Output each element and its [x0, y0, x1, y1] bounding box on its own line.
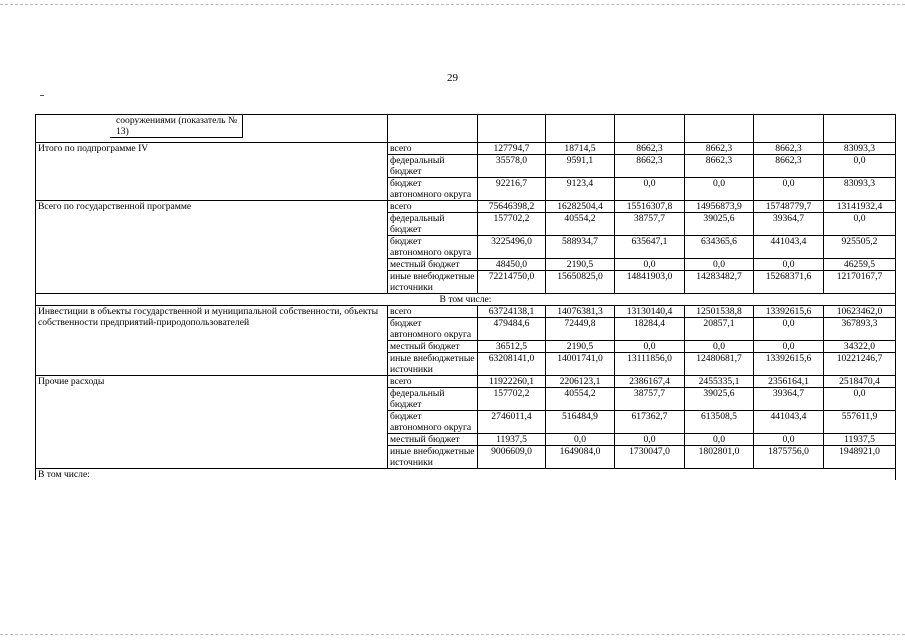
value-cell: 14076381,3: [546, 306, 615, 318]
value-cell: 441043,4: [754, 236, 824, 259]
value-cell: 15650825,0: [546, 271, 615, 294]
value-cell: 18714,5: [546, 143, 615, 155]
value-cell: 92216,7: [478, 178, 546, 201]
value-cell: 83093,3: [824, 143, 896, 155]
value-cell: 13111856,0: [615, 353, 685, 376]
continuation-row: [36, 115, 896, 143]
value-cell: 2746011,4: [478, 411, 546, 434]
funding-source: бюджет автономного округа: [388, 236, 478, 259]
continuation-text: сооружениями (показатель № 13): [110, 115, 243, 138]
value-cell: 72214750,0: [478, 271, 546, 294]
funding-source: всего: [388, 376, 478, 388]
value-cell: 13130140,4: [615, 306, 685, 318]
value-cell: 11922260,1: [478, 376, 546, 388]
value-cell: 479484,6: [478, 318, 546, 341]
value-cell: 0,0: [824, 388, 896, 411]
value-cell: 34322,0: [824, 341, 896, 353]
value-cell: 9591,1: [546, 155, 615, 178]
bottom-scan-edge: [0, 634, 905, 635]
value-cell: 635647,1: [615, 236, 685, 259]
table-row: [36, 376, 896, 388]
value-cell: 10623462,0: [824, 306, 896, 318]
value-cell: 2190,5: [546, 259, 615, 271]
value-cell: 588934,7: [546, 236, 615, 259]
funding-source: всего: [388, 306, 478, 318]
value-cell: 1730047,0: [615, 446, 685, 469]
value-cell: 35578,0: [478, 155, 546, 178]
table-row: [36, 143, 896, 155]
funding-source: местный бюджет: [388, 434, 478, 446]
value-cell: 0,0: [685, 178, 754, 201]
value-cell: 157702,2: [478, 388, 546, 411]
empty-cell: [754, 115, 824, 143]
funding-source: всего: [388, 201, 478, 213]
empty-cell: [685, 115, 754, 143]
funding-source: бюджет автономного округа: [388, 318, 478, 341]
value-cell: 13392615,6: [754, 306, 824, 318]
value-cell: 0,0: [615, 259, 685, 271]
value-cell: 0,0: [754, 434, 824, 446]
value-cell: 15268371,6: [754, 271, 824, 294]
value-cell: 0,0: [824, 213, 896, 236]
margin-mark: [40, 95, 44, 96]
funding-source: бюджет автономного округа: [388, 178, 478, 201]
value-cell: 14283482,7: [685, 271, 754, 294]
value-cell: 38757,7: [615, 388, 685, 411]
value-cell: 39364,7: [754, 213, 824, 236]
budget-table: [35, 114, 896, 480]
value-cell: 1948921,0: [824, 446, 896, 469]
funding-source: федеральный бюджет: [388, 388, 478, 411]
funding-source: местный бюджет: [388, 259, 478, 271]
value-cell: 157702,2: [478, 213, 546, 236]
value-cell: 48450,0: [478, 259, 546, 271]
value-cell: 11937,5: [478, 434, 546, 446]
value-cell: 617362,7: [615, 411, 685, 434]
funding-source: всего: [388, 143, 478, 155]
value-cell: 0,0: [754, 318, 824, 341]
value-cell: 75646398,2: [478, 201, 546, 213]
value-cell: 8662,3: [615, 155, 685, 178]
value-cell: 20857,1: [685, 318, 754, 341]
funding-source: иные внебюджетные источники: [388, 353, 478, 376]
value-cell: 40554,2: [546, 388, 615, 411]
page-number: 29: [447, 72, 458, 84]
value-cell: 83093,3: [824, 178, 896, 201]
value-cell: 0,0: [546, 434, 615, 446]
value-cell: 0,0: [615, 434, 685, 446]
group-label: Всего по государственной программе: [36, 201, 388, 294]
value-cell: 441043,4: [754, 411, 824, 434]
value-cell: 8662,3: [685, 155, 754, 178]
top-scan-edge: [0, 4, 905, 5]
funding-source: федеральный бюджет: [388, 155, 478, 178]
value-cell: 0,0: [615, 341, 685, 353]
value-cell: 38757,7: [615, 213, 685, 236]
value-cell: 8662,3: [754, 155, 824, 178]
subheading-row: [36, 294, 896, 306]
table-row: [36, 306, 896, 318]
value-cell: 72449,8: [546, 318, 615, 341]
value-cell: 10221246,7: [824, 353, 896, 376]
funding-source: иные внебюджетные источники: [388, 446, 478, 469]
value-cell: 14956873,9: [685, 201, 754, 213]
value-cell: 3225496,0: [478, 236, 546, 259]
value-cell: 2190,5: [546, 341, 615, 353]
footer-cell: В том числе:: [36, 469, 896, 481]
value-cell: 12170167,7: [824, 271, 896, 294]
group-label: Прочие расходы: [36, 376, 388, 469]
value-cell: 0,0: [685, 434, 754, 446]
table-row: [36, 201, 896, 213]
value-cell: 46259,5: [824, 259, 896, 271]
value-cell: 634365,6: [685, 236, 754, 259]
empty-cell: [478, 115, 546, 143]
value-cell: 16282504,4: [546, 201, 615, 213]
empty-cell: [824, 115, 896, 143]
value-cell: 1875756,0: [754, 446, 824, 469]
value-cell: 0,0: [824, 155, 896, 178]
value-cell: 39025,6: [685, 213, 754, 236]
value-cell: 0,0: [615, 178, 685, 201]
value-cell: 15748779,7: [754, 201, 824, 213]
value-cell: 9006609,0: [478, 446, 546, 469]
value-cell: 39364,7: [754, 388, 824, 411]
value-cell: 613508,5: [685, 411, 754, 434]
value-cell: 2206123,1: [546, 376, 615, 388]
value-cell: 9123,4: [546, 178, 615, 201]
value-cell: 0,0: [754, 178, 824, 201]
funding-source: бюджет автономного округа: [388, 411, 478, 434]
funding-source: федеральный бюджет: [388, 213, 478, 236]
empty-cell: [546, 115, 615, 143]
empty-cell: [615, 115, 685, 143]
value-cell: 0,0: [685, 341, 754, 353]
value-cell: 2356164,1: [754, 376, 824, 388]
value-cell: 15516307,8: [615, 201, 685, 213]
empty-cell: [388, 115, 478, 143]
value-cell: 14841903,0: [615, 271, 685, 294]
value-cell: 8662,3: [615, 143, 685, 155]
value-cell: 2518470,4: [824, 376, 896, 388]
value-cell: 2455335,1: [685, 376, 754, 388]
value-cell: 0,0: [754, 341, 824, 353]
value-cell: 367893,3: [824, 318, 896, 341]
value-cell: 1649084,0: [546, 446, 615, 469]
value-cell: 14001741,0: [546, 353, 615, 376]
footer-row: [36, 469, 896, 481]
group-label: Инвестиции в объекты государственной и муниципальной собственности, объекты собственности предприятий-природопользователей: [36, 306, 388, 376]
value-cell: 1802801,0: [685, 446, 754, 469]
value-cell: 0,0: [685, 259, 754, 271]
value-cell: 12501538,8: [685, 306, 754, 318]
value-cell: 13392615,6: [754, 353, 824, 376]
value-cell: 18284,4: [615, 318, 685, 341]
funding-source: местный бюджет: [388, 341, 478, 353]
value-cell: 63208141,0: [478, 353, 546, 376]
value-cell: 39025,6: [685, 388, 754, 411]
value-cell: 0,0: [754, 259, 824, 271]
value-cell: 40554,2: [546, 213, 615, 236]
value-cell: 13141932,4: [824, 201, 896, 213]
value-cell: 36512,5: [478, 341, 546, 353]
value-cell: 8662,3: [754, 143, 824, 155]
value-cell: 557611,9: [824, 411, 896, 434]
value-cell: 2386167,4: [615, 376, 685, 388]
value-cell: 11937,5: [824, 434, 896, 446]
value-cell: 12480681,7: [685, 353, 754, 376]
funding-source: иные внебюджетные источники: [388, 271, 478, 294]
value-cell: 8662,3: [685, 143, 754, 155]
value-cell: 925505,2: [824, 236, 896, 259]
group-label: Итого по подпрограмме IV: [36, 143, 388, 201]
value-cell: 516484,9: [546, 411, 615, 434]
value-cell: 127794,7: [478, 143, 546, 155]
subheading-cell: В том числе:: [36, 294, 896, 306]
continuation-cell: [36, 115, 388, 143]
value-cell: 63724138,1: [478, 306, 546, 318]
